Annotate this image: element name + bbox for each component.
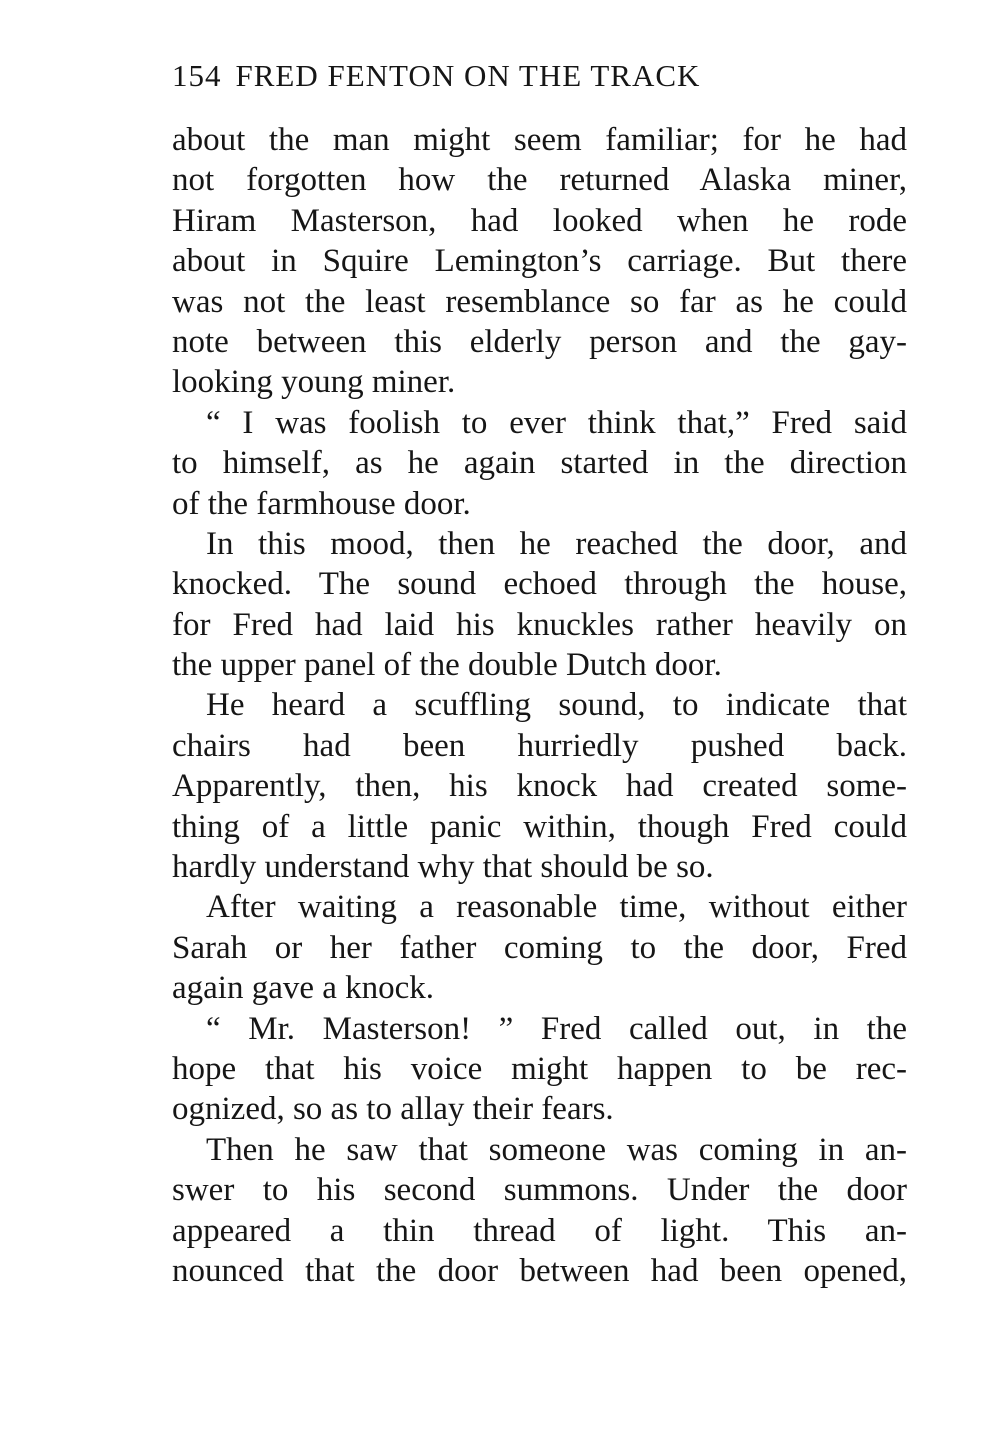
text-line: In this mood, then he reached the door, and xyxy=(206,525,907,562)
text-line: looking young miner. xyxy=(172,364,456,401)
text-line: ognized, so as to allay their fears. xyxy=(172,1091,614,1128)
running-title: FRED FENTON ON THE TRACK xyxy=(235,58,701,93)
text-line: swer to his second summons. Under the door xyxy=(172,1172,907,1209)
text-line: appeared a thin thread of light. This an- xyxy=(172,1212,907,1249)
text-line: chairs had been hurriedly pushed back. xyxy=(172,727,907,764)
text-line: for Fred had laid his knuckles rather heavily on xyxy=(172,606,907,643)
text-line: of the farmhouse door. xyxy=(172,485,471,522)
running-head xyxy=(172,56,842,96)
text-line: He heard a scuffling sound, to indicate that xyxy=(206,687,907,724)
text-line: Sarah or her father coming to the door, Fred xyxy=(172,929,907,966)
text-line: After waiting a reasonable time, without either xyxy=(206,889,907,926)
text-line: “ Mr. Masterson! ” Fred called out, in the xyxy=(206,1010,907,1047)
text-line: knocked. The sound echoed through the house, xyxy=(172,566,907,603)
text-line: the upper panel of the double Dutch door. xyxy=(172,647,722,684)
text-line: not forgotten how the returned Alaska miner, xyxy=(172,162,907,199)
text-line: thing of a little panic within, though Fred could xyxy=(172,808,907,845)
text-line: about in Squire Lemington’s carriage. But there xyxy=(172,243,907,280)
text-line: about the man might seem familiar; for he had xyxy=(172,122,907,158)
page-number: 154 xyxy=(172,58,222,93)
text-line: to himself, as he again started in the direction xyxy=(172,445,907,482)
text-line: Hiram Masterson, had looked when he rode xyxy=(172,202,907,239)
text-line: note between this elderly person and the gay- xyxy=(172,323,907,360)
text-line: again gave a knock. xyxy=(172,970,435,1007)
text-line: hardly understand why that should be so. xyxy=(172,849,714,886)
text-line: “ I was foolish to ever think that,” Fred said xyxy=(206,404,907,441)
text-line: Apparently, then, his knock had created some- xyxy=(172,768,907,805)
text-line: hope that his voice might happen to be rec- xyxy=(172,1050,907,1087)
text-line: Then he saw that someone was coming in an- xyxy=(206,1131,907,1168)
body-text xyxy=(172,120,907,1291)
text-line: was not the least resemblance so far as he could xyxy=(172,283,907,320)
text-line: nounced that the door between had been opened, xyxy=(172,1252,907,1289)
